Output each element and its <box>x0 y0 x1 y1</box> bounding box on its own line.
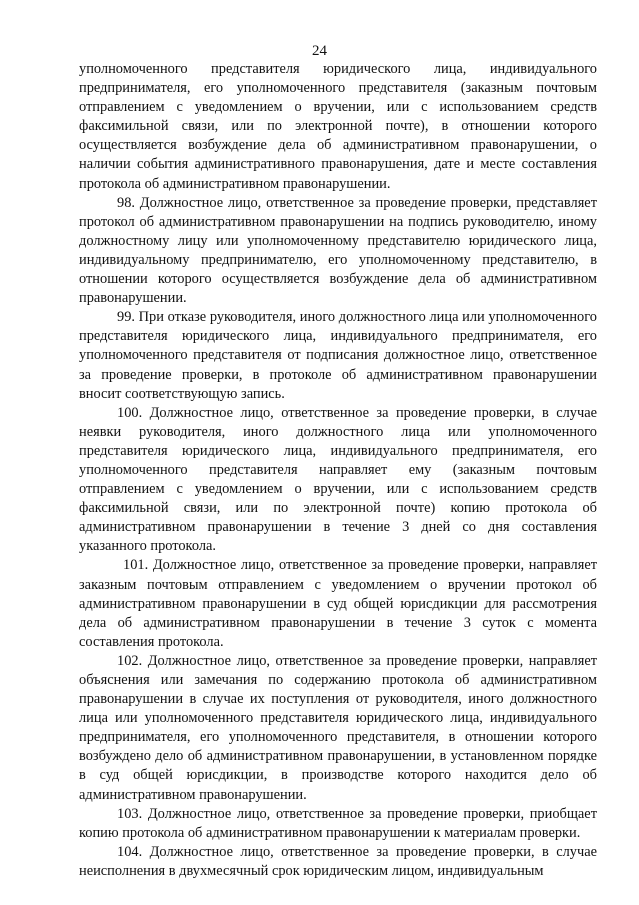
paragraph-102: 102. Должностное лицо, ответственное за проведение проверки, направляет объяснения или замечания по содержанию протокола об административном правонарушении в случае их поступления от руководителя, иного должностного лица или уполномоченного представителя юридического лица, индивидуального предпринимателя, его уполномоченного представителя, в отношении которого возбуждено дело об административном правонарушении, в установленном порядке в суд общей юрисдикции, в производстве которого находится дело об административном правонарушении. <box>79 652 597 803</box>
paragraph-99: 99. При отказе руководителя, иного должностного лица или уполномоченного представителя юридического лица, индивидуального предпринимателя, его уполномоченного представителя от подписания должностное лицо, ответственное за проведение проверки, в протоколе об административном правонарушении вносит соответствующую запись. <box>79 309 597 402</box>
paragraph-continuation: уполномоченного представителя юридического лица, индивидуального предпринимателя, его уполномоченного представителя (заказным почтовым отправлением с уведомлением о вручении, или с использованием средств факсимильной связи, или по электронной почте), в отношении которого осуществляется возбуждение дела об административном правонарушении, о наличии события административного правонарушения, дате и месте составления протокола об административном правонарушении. <box>79 61 597 192</box>
paragraph-103: 103. Должностное лицо, ответственное за проведение проверки, приобщает копию протокола об административном правонарушении к материалам проверки. <box>79 805 597 841</box>
paragraph-100: 100. Должностное лицо, ответственное за проведение проверки, в случае неявки руководителя, иного должностного лица или уполномоченного представителя юридического лица, индивидуального предпринимателя, его уполномоченного представителя направляет ему (заказным почтовым отправлением с уведомлением о вручении, или с использованием средств факсимильной связи, или по электронной почте) копию протокола об административном правонарушении в течение 3 дней со дня составления указанного протокола. <box>79 404 597 555</box>
paragraph-98: 98. Должностное лицо, ответственное за проведение проверки, представляет протокол об административном правонарушении на подпись руководителю, иному должностному лицу или уполномоченному представителю юридического лица, индивидуальному предпринимателю, его уполномоченному представителю, в отношении которого осуществляется возбуждение дела об административном правонарушении. <box>79 194 597 307</box>
paragraph-101: 101. Должностное лицо, ответственное за проведение проверки, направляет заказным почтовым отправлением с уведомлением о вручении протокол об административном правонарушении в суд общей юрисдикции для рассмотрения дела об административном правонарушении в течение 3 суток с момента составления протокола. <box>79 557 597 650</box>
document-body <box>79 60 597 881</box>
paragraph-104: 104. Должностное лицо, ответственное за проведение проверки, в случае неисполнения в двухмесячный срок юридическим лицом, индивидуальным <box>79 843 597 879</box>
page-number: 24 <box>312 43 327 59</box>
